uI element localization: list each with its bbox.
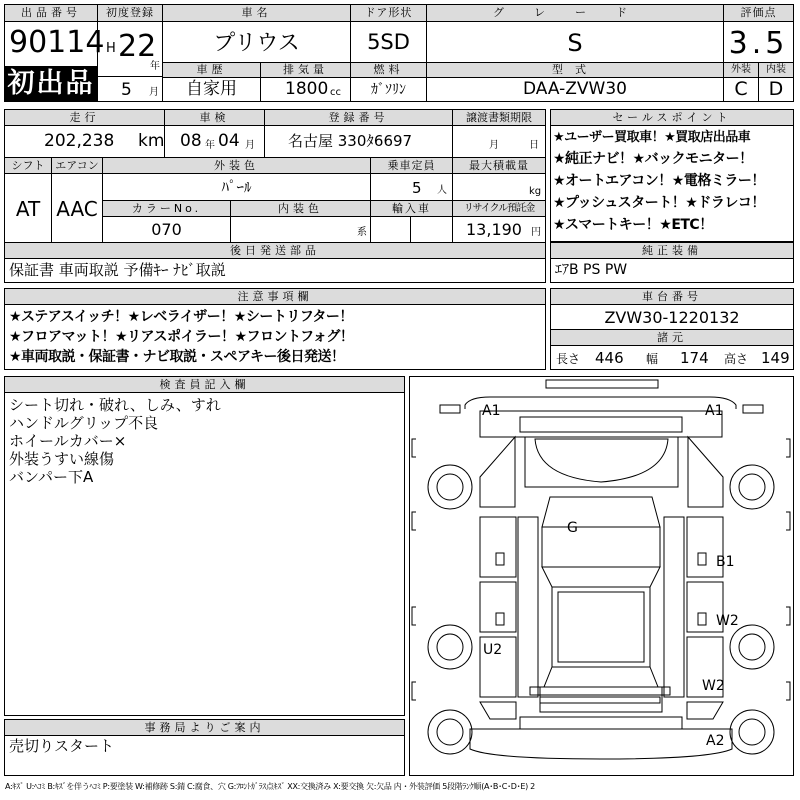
history-value: 自家用 bbox=[186, 79, 237, 99]
lot-label: 出品番号 bbox=[5, 5, 97, 22]
model-label: 型式 bbox=[427, 63, 723, 78]
aircon-label: エアコン bbox=[52, 158, 102, 174]
registration-era: H bbox=[106, 41, 116, 56]
damage-mark: W2 bbox=[716, 613, 739, 629]
inspection-year-unit: 年 bbox=[205, 140, 215, 151]
exterior-score: C bbox=[734, 78, 748, 100]
shift-label: シフト bbox=[5, 158, 51, 174]
registration-month-unit: 月 bbox=[149, 87, 159, 98]
damage-mark: B1 bbox=[716, 554, 735, 570]
sales-point-line: ★プッシュスタート！★ドラレコ！ bbox=[553, 195, 765, 211]
later-parts-label: 後日発送部品 bbox=[5, 243, 545, 259]
equipment-label: 純正装備 bbox=[551, 243, 793, 259]
color-no-value: 070 bbox=[151, 220, 182, 239]
int-color-unit: 系 bbox=[357, 227, 367, 238]
inspection-month-unit: 月 bbox=[245, 140, 255, 151]
car-diagram bbox=[409, 376, 794, 776]
sales-points-label: セールスポイント bbox=[551, 110, 793, 126]
max-load-label: 最大積載量 bbox=[453, 158, 545, 174]
damage-mark: G bbox=[567, 520, 578, 536]
shift-value: AT bbox=[15, 197, 41, 221]
registration-month: 5 bbox=[121, 80, 132, 100]
history-label: 車歴 bbox=[163, 63, 260, 78]
int-color-label: 内装色 bbox=[231, 201, 370, 217]
note-line: ★ステアスイッチ！★レベライザー！★シートリフター！ bbox=[9, 309, 353, 325]
sales-point-line: ★純正ナビ！★バックモニター！ bbox=[553, 151, 753, 167]
plate-value: 名古屋 330ﾀ6697 bbox=[288, 132, 413, 150]
width-label: 幅 bbox=[646, 352, 659, 366]
notes-label: 注意事項欄 bbox=[5, 289, 545, 305]
inspector-line: ホイールカバー× bbox=[9, 432, 127, 450]
inspector-line: シート切れ・破れ、しみ、すれ bbox=[9, 396, 221, 414]
legend-footer: A:ｷｽﾞ U:ﾍｺﾐ B:ｷｽﾞを伴うﾍｺﾐ P:要塗装 W:補修跡 S:錆 C:腐食、穴 G:ﾌﾛﾝﾄｶﾞﾗｽ点ｷｽﾞ XX:交換済み X:要交換 欠:欠品 内・外装評価 5段階ﾗﾝｸ順(A･B･C･D･E) 2 bbox=[5, 782, 535, 791]
inspector-line: ハンドルグリップ不良 bbox=[9, 414, 159, 432]
door-label: ドア形状 bbox=[351, 5, 426, 22]
recycle-label: リサイクル預託金 bbox=[453, 201, 545, 217]
score-value: 3.5 bbox=[728, 26, 789, 61]
aircon-value: AAC bbox=[56, 197, 98, 221]
dims-label: 諸元 bbox=[551, 330, 793, 346]
transfer-day-unit: 日 bbox=[529, 140, 539, 151]
height-value: 149 bbox=[761, 349, 790, 367]
grade-label: グレード bbox=[427, 5, 723, 22]
max-load-unit: kg bbox=[529, 186, 542, 197]
car-name-label: 車名 bbox=[163, 5, 350, 22]
sales-point-line: ★オートエアコン！★電格ミラー！ bbox=[553, 173, 765, 189]
note-line: ★フロアマット！★リアスポイラー！★フロントフォグ！ bbox=[9, 329, 354, 345]
length-label: 長さ bbox=[556, 352, 581, 366]
length-value: 446 bbox=[595, 349, 624, 367]
car-diagram-drawing bbox=[410, 377, 793, 775]
mileage-value: 202,238 bbox=[44, 131, 115, 151]
height-label: 高さ bbox=[724, 352, 749, 366]
recycle-value: 13,190 bbox=[466, 220, 522, 239]
damage-mark: A1 bbox=[482, 403, 501, 419]
inspector-line: 外装うすい線傷 bbox=[9, 450, 115, 468]
damage-mark: U2 bbox=[483, 642, 503, 658]
import-label: 輸入車 bbox=[371, 201, 452, 217]
fuel-label: 燃料 bbox=[351, 63, 426, 78]
ext-color-value: ﾊﾟｰﾙ bbox=[221, 178, 252, 196]
capacity-value: 5 bbox=[412, 179, 422, 197]
chassis-value: ZVW30-1220132 bbox=[604, 308, 740, 327]
note-line: ★車両取説・保証書・ナビ取説・スペアキー後日発送！ bbox=[9, 349, 345, 365]
width-value: 174 bbox=[680, 349, 709, 367]
sales-point-line: ★スマートキー！★ETC！ bbox=[553, 217, 713, 233]
registration-year: 22 bbox=[118, 29, 157, 64]
sales-point-line: ★ユーザー買取車！★買取店出品車 bbox=[553, 130, 751, 145]
displacement-unit: cc bbox=[330, 87, 341, 98]
fuel-value: ｶﾞｿﾘﾝ bbox=[371, 82, 406, 98]
interior-label: 内装 bbox=[759, 63, 793, 78]
color-no-label: カラーNo. bbox=[103, 201, 230, 217]
lot-number: 90114 bbox=[9, 25, 105, 60]
ext-color-label: 外装色 bbox=[103, 158, 370, 174]
office-value: 売切りスタート bbox=[9, 737, 115, 755]
inspection-month: 04 bbox=[218, 131, 240, 151]
inspection-label: 車検 bbox=[165, 110, 264, 126]
capacity-label: 乗車定員 bbox=[371, 158, 452, 174]
plate-label: 登録番号 bbox=[265, 110, 452, 126]
registration-year-unit: 年 bbox=[150, 61, 160, 72]
displacement-value: 1800 bbox=[285, 79, 329, 99]
transfer-month-unit: 月 bbox=[489, 140, 499, 151]
damage-mark: W2 bbox=[702, 678, 725, 694]
damage-mark: A2 bbox=[706, 733, 725, 749]
grade-value: S bbox=[567, 29, 583, 57]
door-value: 5SD bbox=[367, 30, 410, 54]
inspection-year: 08 bbox=[180, 131, 202, 151]
inspector-line: バンパー下A bbox=[9, 468, 94, 486]
mileage-label: 走行 bbox=[5, 110, 164, 126]
score-label: 評価点 bbox=[724, 5, 793, 22]
displacement-label: 排気量 bbox=[261, 63, 350, 78]
inspector-label: 検査員記入欄 bbox=[5, 377, 404, 393]
office-label: 事務局よりご案内 bbox=[5, 720, 404, 736]
interior-score: D bbox=[768, 78, 784, 100]
later-parts-value: 保証書 車両取説 予備ｷｰ ﾅﾋﾞ取説 bbox=[9, 261, 226, 279]
equipment-value: ｴｱB PS PW bbox=[555, 262, 628, 278]
damage-mark: A1 bbox=[705, 403, 724, 419]
capacity-unit: 人 bbox=[437, 185, 447, 196]
recycle-unit: 円 bbox=[531, 227, 541, 238]
mileage-unit: km bbox=[138, 131, 165, 151]
registration-label: 初度登録 bbox=[98, 5, 162, 22]
exterior-label: 外装 bbox=[724, 63, 758, 78]
transfer-label: 譲渡書類期限 bbox=[453, 110, 545, 126]
model-value: DAA-ZVW30 bbox=[522, 79, 627, 99]
car-name-value: プリウス bbox=[213, 31, 300, 56]
first-listing-badge: 初出品 bbox=[5, 66, 97, 101]
chassis-label: 車台番号 bbox=[551, 289, 793, 305]
